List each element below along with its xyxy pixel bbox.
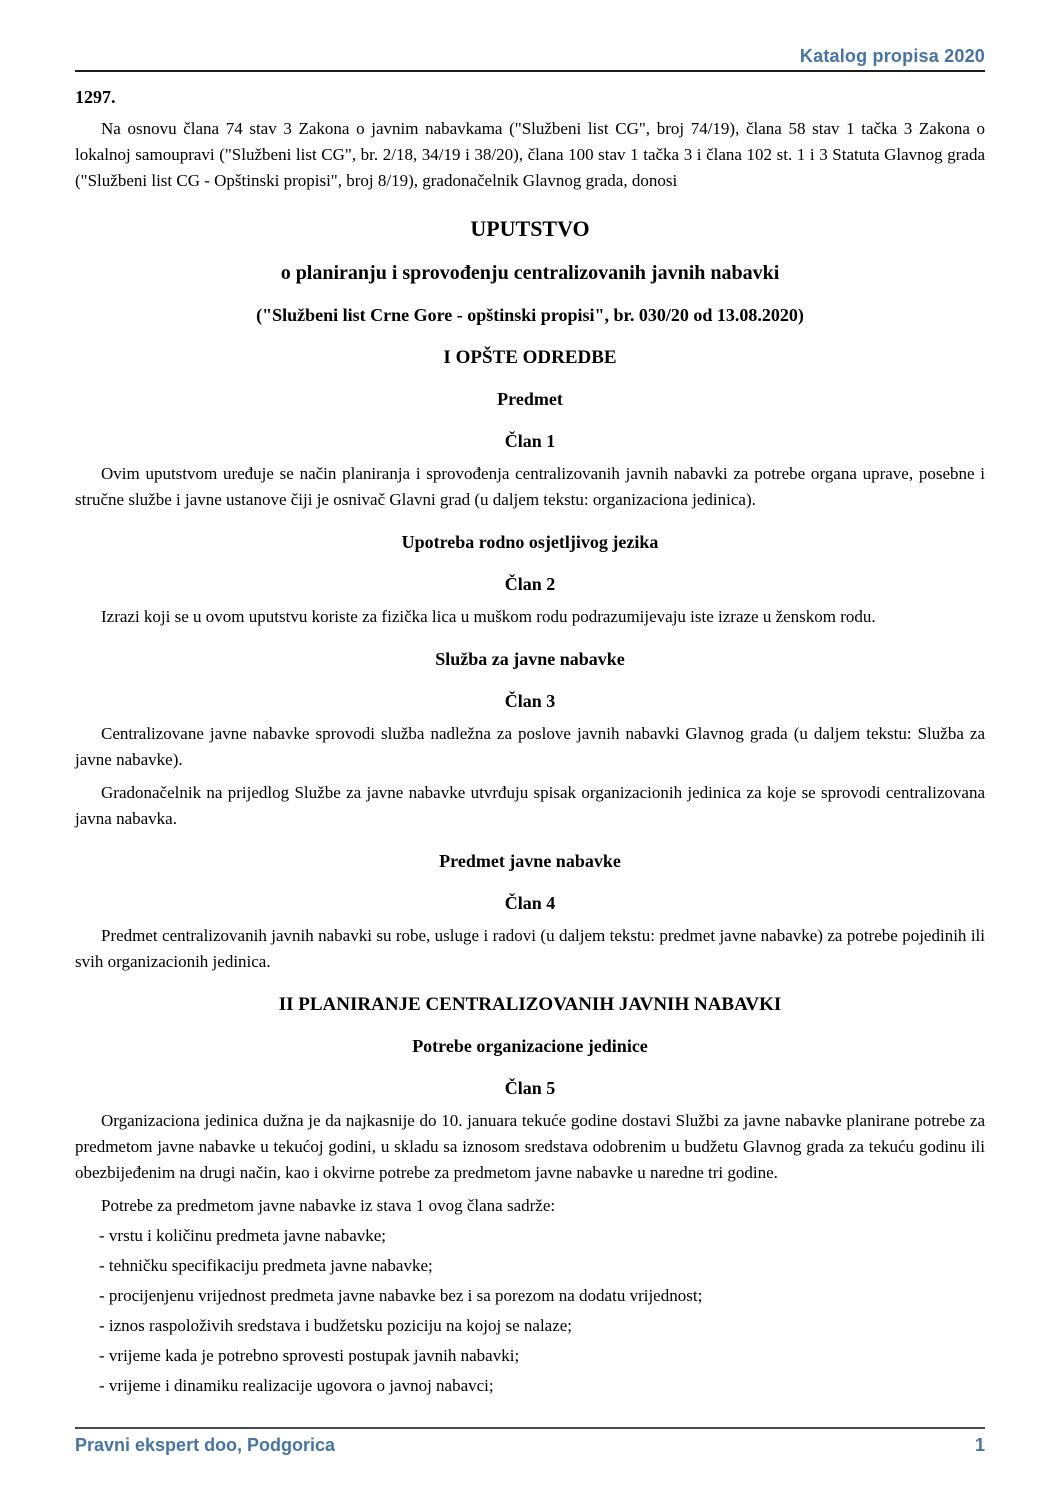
article-4-paragraph: Predmet centralizovanih javnih nabavki su robe, usluge i radovi (u daljem tekstu: predmet javne nabavke) za potrebe pojedinih ili svih organizacionih jedinica. <box>75 926 985 971</box>
document-content <box>75 72 985 1399</box>
article-5-paragraph-1: Organizaciona jedinica dužna je da najkasnije do 10. januara tekuće godine dostavi Službi za javne nabavke planirane potrebe za predmetom javne nabavke u tekućoj godini, u skladu sa iznosom sredstava odobrenim u budžetu Glavnog grada za tekuću godinu ili obezbijeđenim na drugi način, kao i okvirne potrebe za predmetom javne nabavke u naredne tri godine. <box>75 1111 985 1182</box>
article-1-paragraph: Ovim uputstvom uređuje se način planiranja i sprovođenja centralizovanih javnih nabavki za potrebe organa uprave, posebne i stručne službe i javne ustanove čiji je osnivač Glavni grad (u daljem tekstu: organizaciona jedinica). <box>75 464 985 509</box>
gazette-reference: ("Službeni list Crne Gore - opštinski propisi", br. 030/20 od 13.08.2020) <box>256 305 804 325</box>
document-subtitle: o planiranju i sprovođenju centralizovanih javnih nabavki <box>280 262 780 284</box>
list-item: - vrstu i količinu predmeta javne nabavke; <box>99 1226 387 1245</box>
list-item: - vrijeme i dinamiku realizacije ugovora o javnoj nabavci; <box>99 1376 494 1395</box>
document-item-number: 1297. <box>75 87 116 107</box>
article-1-heading: Član 1 <box>504 431 556 451</box>
list-item: - procijenjenu vrijednost predmeta javne nabavke bez i sa porezom na dodatu vrijednost; <box>99 1286 703 1305</box>
article-4-heading: Član 4 <box>504 893 556 913</box>
chapter-2-heading: II PLANIRANJE CENTRALIZOVANIH JAVNIH NABAVKI <box>278 994 782 1015</box>
article-3-heading: Član 3 <box>504 691 556 711</box>
chapter-1-heading: I OPŠTE ODREDBE <box>443 347 617 368</box>
article-2-heading: Član 2 <box>504 574 556 594</box>
page-number: 1 <box>974 1435 985 1455</box>
publisher-name: Pravni ekspert doo, Podgorica <box>75 1435 336 1455</box>
list-item: - vrijeme kada je potrebno sprovesti postupak javnih nabavki; <box>99 1346 520 1365</box>
section-heading-potrebe: Potrebe organizacione jedinice <box>412 1036 648 1056</box>
section-heading-jezik: Upotreba rodno osjetljivog jezika <box>401 532 659 552</box>
article-3-paragraph-1: Centralizovane javne nabavke sprovodi služba nadležna za poslove javnih nabavki Glavnog grada (u daljem tekstu: Služba za javne nabavke). <box>75 724 985 769</box>
section-heading-predmet-jn: Predmet javne nabavke <box>439 851 621 871</box>
section-heading-predmet: Predmet <box>497 389 563 409</box>
preamble-paragraph: Na osnovu člana 74 stav 3 Zakona o javnim nabavkama ("Službeni list CG", broj 74/19), člana 58 stav 1 tačka 3 Zakona o lokalnoj samoupravi ("Službeni list CG", br. 2/18, 34/19 i 38/20), člana 100 stav 1 tačka 3 i člana 102 st. 1 i 3 Statuta Glavnog grada ("Službeni list CG - Opštinski propisi", broj 8/19), gradonačelnik Glavnog grada, donosi <box>75 119 985 190</box>
article-3-paragraph-2: Gradonačelnik na prijedlog Službe za javne nabavke utvrđuju spisak organizacionih jedinica za koje se sprovodi centralizovana javna nabavka. <box>75 783 985 828</box>
page-header <box>75 0 985 72</box>
page-footer <box>75 1427 985 1456</box>
article-2-paragraph: Izrazi koji se u ovom uputstvu koriste za fizička lica u muškom rodu podrazumijevaju iste izraze u ženskom rodu. <box>101 607 876 626</box>
list-item: - iznos raspoloživih sredstava i budžetsku poziciju na kojoj se nalaze; <box>99 1316 573 1335</box>
catalog-header-title: Katalog propisa 2020 <box>799 46 985 66</box>
article-5-heading: Član 5 <box>504 1078 556 1098</box>
section-heading-sluzba: Služba za javne nabavke <box>435 649 625 669</box>
list-item: - tehničku specifikaciju predmeta javne nabavke; <box>99 1256 433 1275</box>
article-5-paragraph-2: Potrebe za predmetom javne nabavke iz stava 1 ovog člana sadrže: <box>101 1196 556 1215</box>
document-title: UPUTSTVO <box>470 216 590 241</box>
